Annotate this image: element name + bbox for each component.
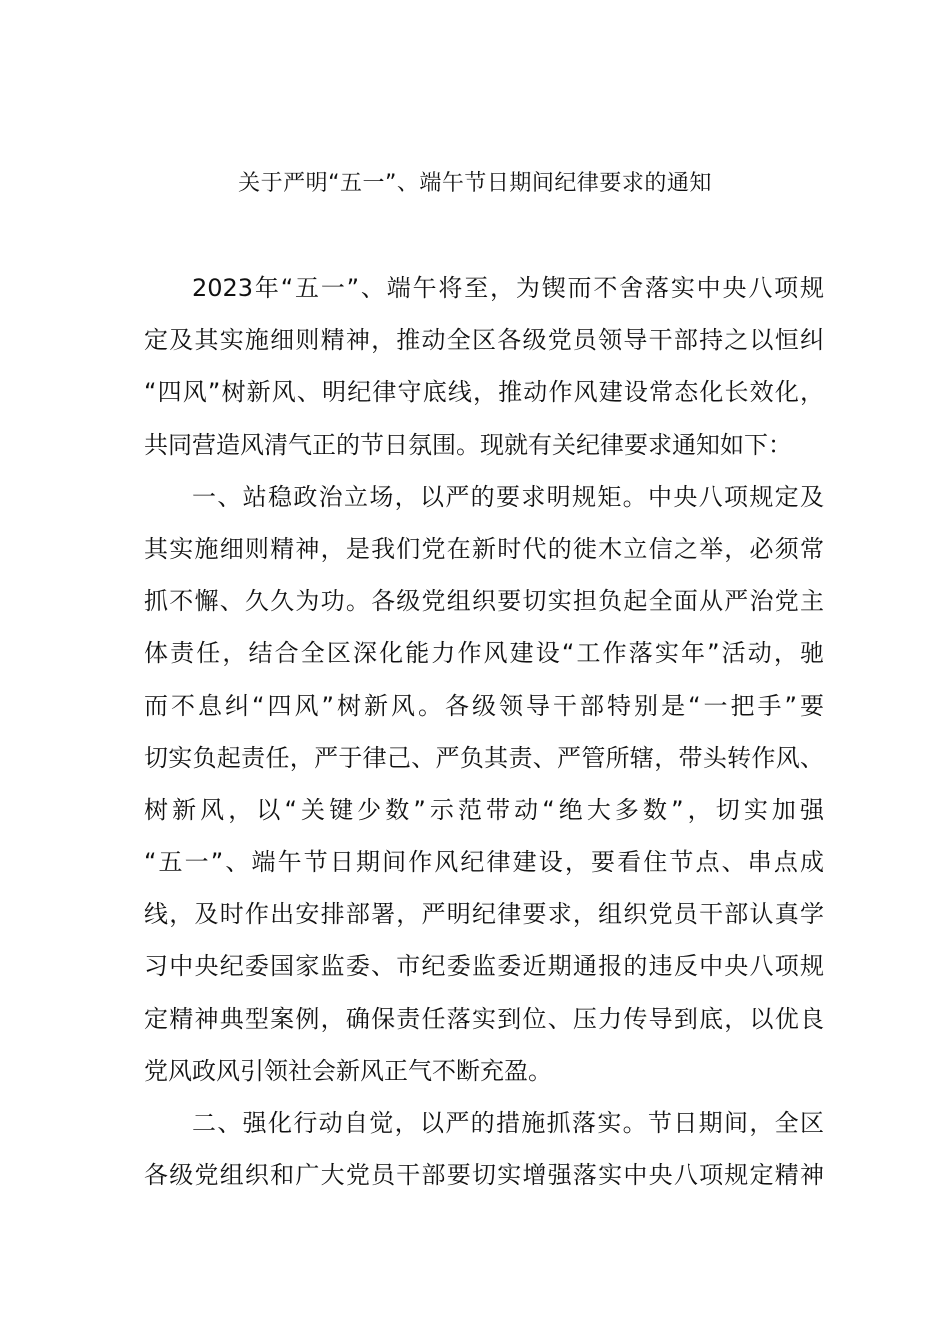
document-body: [144, 262, 824, 1201]
paragraph-2-line-6: 切实负起责任，严于律己、严负其责、严管所辖，带头转作风、: [144, 743, 824, 772]
paragraph-2-line-2: 其实施细则精神，是我们党在新时代的徙木立信之举，必须常: [144, 534, 824, 563]
paragraph-1-line-4: 共同营造风清气正的节日氛围。现就有关纪律要求通知如下：: [144, 430, 792, 459]
paragraph-1-line-3: “四风”树新风、明纪律守底线，推动作风建设常态化长效化，: [144, 378, 824, 407]
paragraph-2-line-7: 树新风，以“关键少数”示范带动“绝大多数”，切实加强: [144, 795, 824, 824]
paragraph-2-line-4: 体责任，结合全区深化能力作风建设“工作落实年”活动，驰: [144, 639, 824, 668]
paragraph-1-line-1: 2023年“五一”、端午将至，为锲而不舍落实中央八项规: [192, 274, 824, 302]
paragraph-2-line-5: 而不息纠“四风”树新风。各级领导干部特别是“一把手”要: [144, 691, 824, 720]
paragraph-2-line-12: 党风政风引领社会新风正气不断充盈。: [144, 1056, 552, 1085]
paragraph-2-line-11: 定精神典型案例，确保责任落实到位、压力传导到底，以优良: [144, 1004, 824, 1033]
paragraph-3-line-2: 各级党组织和广大党员干部要切实增强落实中央八项规定精神: [144, 1161, 824, 1190]
document-title: 关于严明“五一”、端午节日期间纪律要求的通知: [238, 171, 712, 196]
paragraph-2-line-3: 抓不懈、久久为功。各级党组织要切实担负起全面从严治党主: [144, 587, 824, 616]
paragraph-2-line-1: 一、站稳政治立场，以严的要求明规矩。中央八项规定及: [192, 482, 824, 511]
paragraph-2-line-10: 习中央纪委国家监委、市纪委监委近期通报的违反中央八项规: [144, 952, 824, 981]
paragraph-1-line-2: 定及其实施细则精神，推动全区各级党员领导干部持之以恒纠: [144, 326, 824, 355]
paragraph-3-line-1: 二、强化行动自觉，以严的措施抓落实。节日期间，全区: [192, 1109, 824, 1137]
paragraph-2-line-9: 线，及时作出安排部署，严明纪律要求，组织党员干部认真学: [144, 900, 824, 929]
paragraph-2-line-8: “五一”、端午节日期间作风纪律建设，要看住节点、串点成: [144, 848, 824, 877]
